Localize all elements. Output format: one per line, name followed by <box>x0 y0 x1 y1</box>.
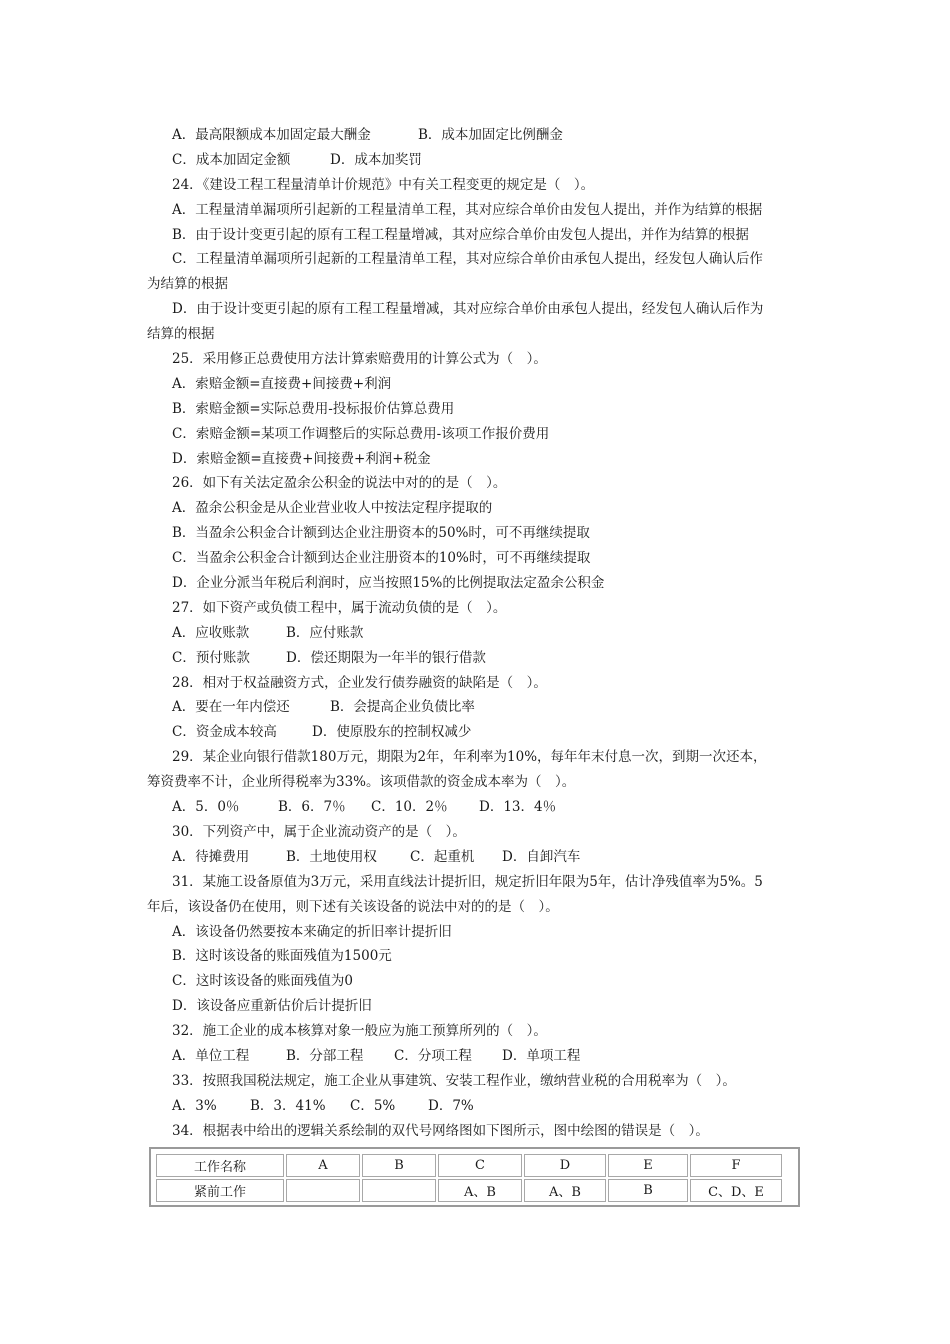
answer-option: D．13．4％ <box>479 799 557 816</box>
answer-option: B．分部工程 <box>286 1047 364 1064</box>
cell <box>362 1179 436 1202</box>
text-line: 31．某施工设备原值为3万元，采用直线法计提折旧，规定折旧年限为5年，估计净残值率为5%。5 <box>172 873 763 890</box>
text-line: B．由于设计变更引起的原有工程工程量增减，其对应综合单价由发包人提出，并作为结算的根据 <box>172 226 749 243</box>
answer-option: C．10．2％ <box>371 799 448 816</box>
cell: A、B <box>438 1179 522 1202</box>
text-line: 24．《建设工程工程量清单计价规范》中有关工程变更的规定是（ ）。 <box>172 176 595 193</box>
option-line <box>0 720 950 745</box>
text-line: B．这时该设备的账面残值为1500元 <box>172 948 392 965</box>
text-line: A．盈余公积金是从企业营业收人中按法定程序提取的 <box>172 500 493 517</box>
answer-option: B．会提高企业负债比率 <box>330 699 475 716</box>
text-line: D．索赔金额=直接费+间接费+利润+税金 <box>172 450 431 467</box>
option-line <box>0 845 950 870</box>
text-continuation: 年后，该设备仍在使用，则下述有关该设备的说法中对的的是（ ）。 <box>147 898 559 915</box>
answer-option: C．预付账款 <box>172 649 250 666</box>
answer-option: D．偿还期限为一年半的银行借款 <box>286 649 486 666</box>
text-continuation: 筹资费率不计，企业所得税率为33%。该项借款的资金成本率为（ ）。 <box>147 774 576 791</box>
answer-option: B．成本加固定比例酬金 <box>418 127 563 143</box>
answer-option: C．5% <box>350 1097 396 1114</box>
table-row-predecessors <box>156 1179 782 1202</box>
text-line: 26．如下有关法定盈余公积金的说法中对的的是（ ）。 <box>172 475 507 492</box>
text-line: 34．根据表中给出的逻辑关系绘制的双代号网络图如下图所示，图中绘图的错误是（ ）。 <box>172 1122 709 1139</box>
option-line <box>0 646 950 671</box>
option-line <box>0 795 950 820</box>
option-line <box>0 148 950 173</box>
answer-option: A．单位工程 <box>172 1047 250 1064</box>
text-line: 33．按照我国税法规定，施工企业从事建筑、安装工程作业，缴纳营业税的合用税率为（ ）。 <box>172 1072 736 1089</box>
text-line: 30．下列资产中，属于企业流动资产的是（ ）。 <box>172 823 466 840</box>
text-line: B．索赔金额=实际总费用-投标报价估算总费用 <box>172 400 455 417</box>
answer-option: D．自卸汽车 <box>502 848 581 865</box>
text-continuation: 结算的根据 <box>147 326 215 343</box>
option-line <box>0 621 950 646</box>
answer-option: B．应付账款 <box>286 624 364 641</box>
text-line: B．当盈余公积金合计额到达企业注册资本的50%时，可不再继续提取 <box>172 525 590 542</box>
logic-relation-table <box>149 1147 800 1207</box>
answer-option: B．土地使用权 <box>286 848 377 865</box>
answer-option: A．应收账款 <box>172 624 250 641</box>
text-line: 29．某企业向银行借款180万元，期限为2年，年利率为10%，每年年末付息一次，到期一次还本， <box>172 749 767 766</box>
answer-option: C．资金成本较高 <box>172 724 277 741</box>
answer-option: A．3% <box>172 1097 217 1114</box>
answer-option: C．成本加固定金额 <box>172 151 291 168</box>
text-line: 28．相对于权益融资方式，企业发行债券融资的缺陷是（ ）。 <box>172 674 547 691</box>
text-line: A．工程量清单漏项所引起新的工程量清单工程，其对应综合单价由发包人提出，并作为结算的根据 <box>172 201 763 218</box>
text-line: A．该设备仍然要按本来确定的折旧率计提折旧 <box>172 923 452 940</box>
answer-option: A．最高限额成本加固定最大酬金 <box>172 127 371 143</box>
answer-option: B．6．7％ <box>278 799 346 816</box>
text-line: C．当盈余公积金合计额到达企业注册资本的10%时，可不再继续提取 <box>172 550 591 567</box>
option-line <box>0 123 950 148</box>
cell: B <box>362 1154 436 1177</box>
text-line: 25．采用修正总费使用方法计算索赔费用的计算公式为（ ）。 <box>172 351 547 368</box>
text-line: D．企业分派当年税后利润时，应当按照15%的比例提取法定盈余公积金 <box>172 575 605 592</box>
text-line: D．由于设计变更引起的原有工程工程量增减，其对应综合单价由承包人提出，经发包人确认后作为 <box>172 301 764 318</box>
cell-label: 工作名称 <box>156 1154 284 1177</box>
document-body <box>0 123 950 1144</box>
answer-option: D．单项工程 <box>502 1047 581 1064</box>
text-line: D．该设备应重新估价后计提折旧 <box>172 998 372 1015</box>
text-line: C．这时该设备的账面残值为0 <box>172 973 353 990</box>
answer-option: A．待摊费用 <box>172 848 250 865</box>
table-row-header <box>156 1154 782 1177</box>
cell: E <box>608 1154 688 1177</box>
cell <box>286 1179 360 1202</box>
cell: D <box>524 1154 606 1177</box>
option-line <box>0 1094 950 1119</box>
cell: C、D、E <box>690 1179 782 1202</box>
answer-option: A．要在一年内偿还 <box>172 699 290 716</box>
option-line <box>0 695 950 720</box>
cell: A <box>286 1154 360 1177</box>
answer-option: D．成本加奖罚 <box>330 151 422 168</box>
answer-option: D．使原股东的控制权减少 <box>312 724 472 741</box>
text-line: 27．如下资产或负债工程中，属于流动负债的是（ ）。 <box>172 599 507 616</box>
cell: F <box>690 1154 782 1177</box>
text-line: C．工程量清单漏项所引起新的工程量清单工程，其对应综合单价由承包人提出，经发包人确认后作 <box>172 251 763 268</box>
answer-option: A．5．0％ <box>172 799 240 816</box>
answer-option: C．分项工程 <box>394 1047 472 1064</box>
text-continuation: 为结算的根据 <box>147 276 228 293</box>
cell-label: 紧前工作 <box>156 1179 284 1202</box>
answer-option: C．起重机 <box>410 848 475 865</box>
table <box>154 1152 784 1204</box>
text-line: C．索赔金额=某项工作调整后的实际总费用-该项工作报价费用 <box>172 425 550 442</box>
answer-option: D．7% <box>428 1097 474 1114</box>
cell: B <box>608 1179 688 1202</box>
cell: A、B <box>524 1179 606 1202</box>
text-line: A．索赔金额=直接费+间接费+利润 <box>172 375 392 392</box>
option-line <box>0 1044 950 1069</box>
cell: C <box>438 1154 522 1177</box>
text-line: 32．施工企业的成本核算对象一般应为施工预算所列的（ ）。 <box>172 1023 547 1040</box>
answer-option: B．3．41% <box>250 1097 326 1114</box>
